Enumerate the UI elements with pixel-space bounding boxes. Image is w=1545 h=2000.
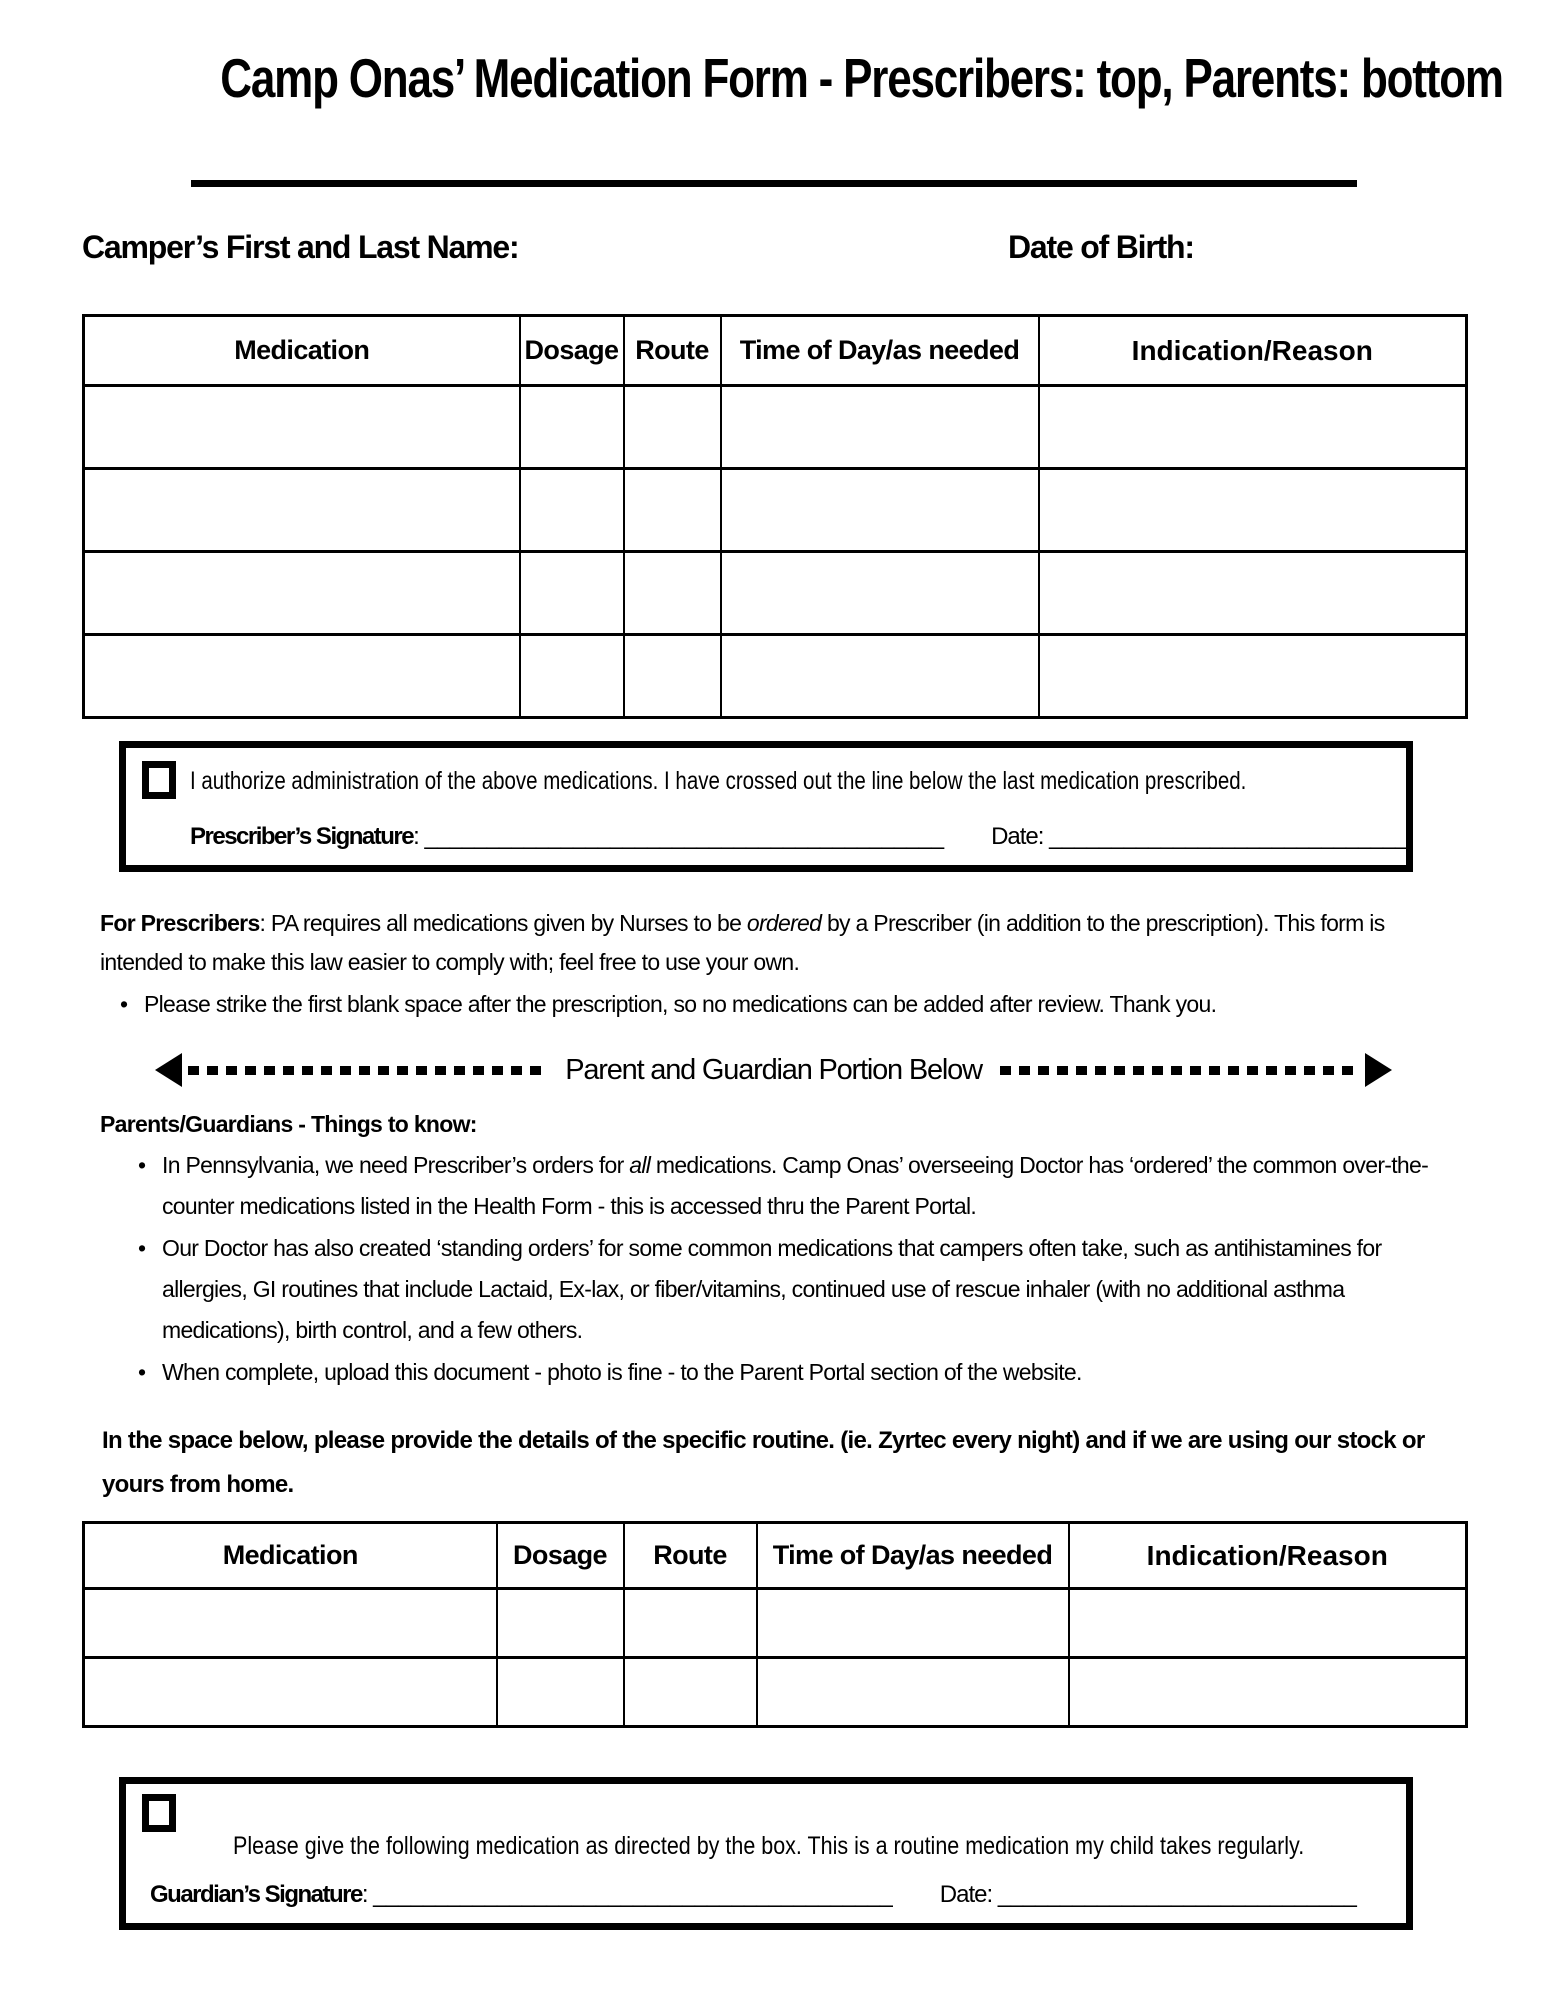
route-cell[interactable] — [624, 635, 721, 718]
parents-bullet-1-text: medications. Camp Onas’ overseeing Doctor has ‘ordered’ the common over-the-counter medications listed in the Health Form - this is accessed thru the Parent Portal. — [162, 1152, 1429, 1219]
column-header-dosage: Dosage — [497, 1523, 624, 1589]
prescriber-date-line[interactable]: _____________________________ — [1049, 823, 1408, 850]
route-cell[interactable] — [624, 1658, 757, 1727]
prescriber-authorization-box — [119, 741, 1413, 872]
column-header-dosage: Dosage — [520, 316, 624, 386]
prescriber-medication-table — [82, 314, 1468, 719]
prescriber-authorization-checkbox[interactable] — [142, 761, 176, 799]
for-prescribers-paragraph — [100, 904, 1405, 982]
medication-cell[interactable] — [84, 1589, 497, 1658]
indication-cell[interactable] — [1039, 552, 1467, 635]
time-cell[interactable] — [757, 1589, 1069, 1658]
signature-colon: : — [361, 1881, 374, 1908]
guardian-authorization-box — [119, 1777, 1413, 1930]
time-cell[interactable] — [721, 469, 1039, 552]
dotted-line — [188, 1066, 547, 1075]
camper-info-row — [82, 229, 1465, 271]
dosage-cell[interactable] — [497, 1658, 624, 1727]
prescriber-signature-line[interactable]: __________________________________________ — [424, 823, 944, 850]
dotted-line — [1000, 1066, 1359, 1075]
guardian-signature-line[interactable]: __________________________________________ — [373, 1881, 892, 1908]
medication-cell[interactable] — [84, 635, 520, 718]
parents-bullet-2-text: Our Doctor has also created ‘standing orders’ for some common medications that campers often take, such as antihistamines for allergies, GI routines that include Lactaid, Ex-lax, or fiber/vitamins, continued use of rescue inhaler (with no additional asthma medications), birth control, and a few others. — [162, 1235, 1382, 1343]
dosage-cell[interactable] — [520, 386, 624, 469]
time-cell[interactable] — [721, 552, 1039, 635]
table-header-row — [84, 316, 1467, 386]
camper-name-label: Camper’s First and Last Name: — [82, 229, 519, 265]
table-row — [84, 1589, 1467, 1658]
for-prescribers-italic-word: ordered — [746, 910, 822, 936]
table-row — [84, 469, 1467, 552]
route-cell[interactable] — [624, 469, 721, 552]
column-header-time: Time of Day/as needed — [721, 316, 1039, 386]
table-row — [84, 386, 1467, 469]
parent-portion-label: Parent and Guardian Portion Below — [565, 1053, 982, 1086]
bullet-icon: • — [120, 991, 128, 1017]
column-header-time: Time of Day/as needed — [757, 1523, 1069, 1589]
for-prescribers-lead: For Prescribers — [100, 910, 260, 936]
guardian-authorization-row — [142, 1794, 1390, 1832]
dosage-cell[interactable] — [520, 552, 624, 635]
right-arrow-icon — [1365, 1053, 1392, 1087]
medication-cell[interactable] — [84, 1658, 497, 1727]
date-label: Date: — [991, 823, 1050, 850]
parents-bullet-1 — [100, 1145, 1430, 1227]
bullet-icon: • — [138, 1235, 146, 1261]
medication-cell[interactable] — [84, 469, 520, 552]
parents-bullet-2 — [100, 1228, 1430, 1351]
indication-cell[interactable] — [1039, 469, 1467, 552]
parents-bullet-3 — [100, 1352, 1430, 1393]
dosage-cell[interactable] — [520, 469, 624, 552]
table-row — [84, 552, 1467, 635]
medication-cell[interactable] — [84, 386, 520, 469]
parent-portion-divider — [155, 1048, 1392, 1092]
column-header-medication: Medication — [84, 1523, 497, 1589]
guardian-date-line[interactable]: _____________________________ — [997, 1881, 1356, 1908]
column-header-medication: Medication — [84, 316, 520, 386]
routine-instruction-paragraph: In the space below, please provide the details of the specific routine. (ie. Zyrtec every night) and if we are using our stock or yours from home. — [102, 1427, 1425, 1498]
date-label: Date: — [939, 1881, 998, 1908]
time-cell[interactable] — [721, 386, 1039, 469]
left-arrow-icon — [155, 1053, 182, 1087]
indication-cell[interactable] — [1069, 1589, 1467, 1658]
signature-colon: : — [413, 823, 425, 850]
column-header-route: Route — [624, 1523, 757, 1589]
route-cell[interactable] — [624, 386, 721, 469]
route-cell[interactable] — [624, 552, 721, 635]
medication-cell[interactable] — [84, 552, 520, 635]
parents-guardians-section — [100, 1104, 1465, 1393]
indication-cell[interactable] — [1039, 635, 1467, 718]
table-header-row — [84, 1523, 1467, 1589]
guardian-authorization-statement: Please give the following medication as directed by the box. This is a routine medication my child takes regularly. — [233, 1832, 1305, 1860]
indication-cell[interactable] — [1039, 386, 1467, 469]
table-row — [84, 1658, 1467, 1727]
bullet-icon: • — [138, 1152, 146, 1178]
title-divider-rule — [191, 180, 1357, 187]
route-cell[interactable] — [624, 1589, 757, 1658]
prescriber-authorization-row — [142, 761, 1390, 799]
bullet-icon: • — [138, 1359, 146, 1385]
prescriber-signature-row — [190, 823, 1408, 851]
table-row — [84, 635, 1467, 718]
column-header-indication: Indication/Reason — [1039, 316, 1467, 386]
guardian-authorization-checkbox[interactable] — [142, 1794, 176, 1832]
for-prescribers-bullet — [82, 985, 1412, 1024]
time-cell[interactable] — [757, 1658, 1069, 1727]
parents-bullet-1-italic-word: all — [629, 1152, 651, 1178]
guardian-signature-label: Guardian’s Signature — [150, 1881, 362, 1908]
dosage-cell[interactable] — [520, 635, 624, 718]
page-title: Camp Onas’ Medication Form - Prescribers: top, Parents: bottom — [220, 47, 1503, 109]
column-header-route: Route — [624, 316, 721, 386]
indication-cell[interactable] — [1069, 1658, 1467, 1727]
dosage-cell[interactable] — [497, 1589, 624, 1658]
parents-bullet-3-text: When complete, upload this document - photo is fine - to the Parent Portal section of the website. — [162, 1359, 1082, 1385]
guardian-signature-row — [150, 1881, 1390, 1909]
for-prescribers-bullet-text: Please strike the first blank space after the prescription, so no medications can be added after review. Thank you. — [144, 991, 1217, 1017]
column-header-indication: Indication/Reason — [1069, 1523, 1467, 1589]
time-cell[interactable] — [721, 635, 1039, 718]
prescriber-authorization-statement: I authorize administration of the above medications. I have crossed out the line below the last medication prescribed. — [190, 767, 1247, 795]
date-of-birth-label: Date of Birth: — [1008, 229, 1194, 265]
parents-bullet-1-text: In Pennsylvania, we need Prescriber’s orders for — [162, 1152, 630, 1178]
for-prescribers-text: : PA requires all medications given by Nurses to be — [259, 910, 747, 936]
prescriber-signature-label: Prescriber’s Signature — [190, 823, 414, 850]
for-prescribers-text: by a Prescriber (in addition to the prescription). This form is intended to make this law easier to comply with; feel free to use your own. — [100, 910, 1385, 975]
parents-section-heading: Parents/Guardians - Things to know: — [100, 1111, 477, 1137]
guardian-statement-row — [142, 1832, 1390, 1861]
parent-medication-table — [82, 1521, 1468, 1728]
